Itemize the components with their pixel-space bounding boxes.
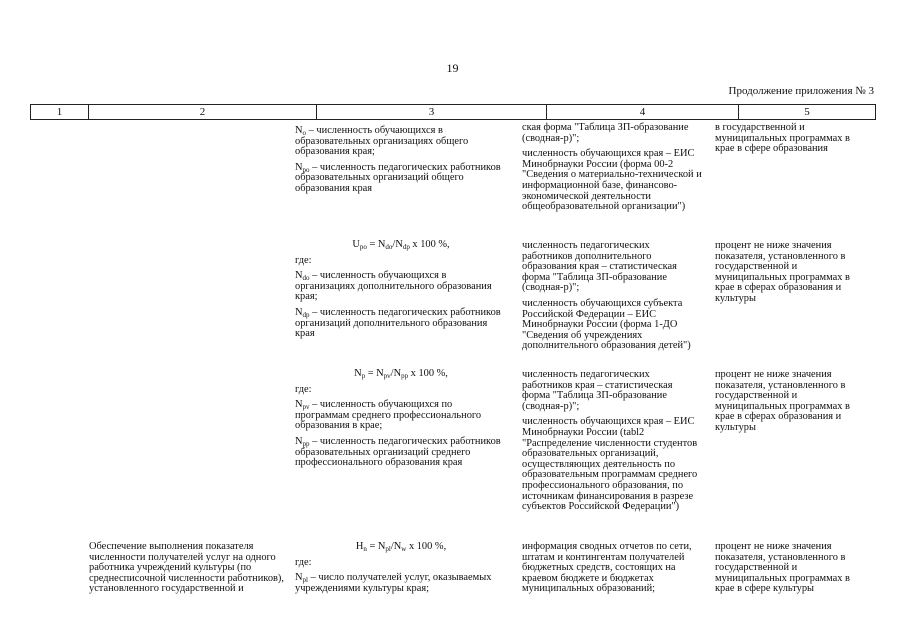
row4-col5: процент не ниже значения показателя, установленного в государственной и муниципальных программах в крае в сфере культуры bbox=[715, 541, 850, 595]
formula: $H_n = N_{pl}/N_w$ х 100 %, bbox=[355, 541, 447, 553]
row1-col4 bbox=[522, 123, 702, 218]
data-source: информация сводных отчетов по сети, штатам и контингентам получателей бюджетных средств, состоящих на краевом бюджете и бюджетах муниципальных образований; bbox=[522, 541, 692, 595]
row3-col4 bbox=[522, 370, 702, 518]
data-source: численность обучающихся края – ЕИС Минобрнауки России (форма 00-2 "Сведения о материально-технической и информационной базе, финансово-экономической деятельности общеобразовательной организации") bbox=[522, 148, 702, 213]
variable-definition: $N_{po}$ – численность педагогических работников образовательных организаций общего образования края bbox=[295, 161, 501, 194]
where-label: где: bbox=[295, 556, 312, 568]
row2-col4 bbox=[522, 241, 702, 357]
header-col-3: 3 bbox=[316, 105, 546, 119]
header-col-5: 5 bbox=[738, 105, 876, 119]
header-col-1: 1 bbox=[30, 105, 88, 119]
variable-definition: $N_{dp}$ – численность педагогических работников организаций дополнительного образования края bbox=[295, 306, 501, 340]
header-col-2: 2 bbox=[88, 105, 316, 119]
data-source: численность обучающихся субъекта Российской Федерации – ЕИС Минобрнауки России (форма 1-ДО "Сведения об учреждениях дополнительного образования детей") bbox=[522, 297, 691, 352]
table-header-row bbox=[30, 104, 876, 120]
row4-col3 bbox=[295, 542, 507, 599]
variable-definition: $N_{pl}$ – число получателей услуг, оказываемых учреждениями культуры края; bbox=[295, 572, 492, 594]
header-col-4: 4 bbox=[546, 105, 738, 119]
formula: $N_p = N_{pv}/N_{pp}$ х 100 %, bbox=[354, 368, 448, 380]
row1-col5: в государственной и муниципальных программах в крае в сфере образования bbox=[715, 122, 850, 155]
variable-definition: $N_{pp}$ – численность педагогических работников образовательных организаций среднего профессионального образования края bbox=[295, 435, 501, 469]
data-source: численность педагогических работников дополнительного образования края – статистическая форма "Таблица ЗП-образование (сводная-р)"; bbox=[522, 240, 677, 294]
variable-definition: $N_{pv}$ – численность обучающихся по программам среднего профессионального образования в крае; bbox=[295, 399, 482, 432]
row2-col5: процент не ниже значения показателя, установленного в государственной и муниципальных программах в крае в сферах образования и культуры bbox=[715, 240, 850, 304]
data-source: численность педагогических работников края – статистическая форма "Таблица ЗП-образование (сводная-р)"; bbox=[522, 369, 673, 412]
variable-definition: $N_o$ – численность обучающихся в образовательных организациях общего образования края; bbox=[295, 125, 469, 158]
where-label: где: bbox=[295, 254, 312, 266]
page-number: 19 bbox=[446, 61, 459, 75]
row1-col3 bbox=[295, 126, 507, 200]
formula: $U_{po} = N_{do}/N_{dp}$ х 100 %, bbox=[352, 239, 450, 251]
continuation-label: Продолжение приложения № 3 bbox=[728, 85, 874, 97]
row3-col3 bbox=[295, 369, 507, 474]
row4-col4 bbox=[522, 542, 702, 600]
row3-col5: процент не ниже значения показателя, установленного в государственной и муниципальных программах в крае в сферах образования и культуры bbox=[715, 369, 850, 433]
row4-col2: Обеспечение выполнения показателя численности получателей услуг на одного работника учреждений культуры (по среднесписочной численности работников), установленного государственной и bbox=[89, 541, 284, 595]
row2-col3 bbox=[295, 240, 507, 345]
data-source: численность обучающихся края – ЕИС Минобрнауки России (tabl2 "Распределение численности студентов образовательных организаций, осуществляющих деятельность по образовательным программам среднего профессионального образования, по источникам финансирования в разрезе субъектов Российской Федерации") bbox=[522, 416, 698, 513]
where-label: где: bbox=[295, 383, 312, 395]
variable-definition: $N_{do}$ – численность обучающихся в организациях дополнительного образования края; bbox=[295, 270, 492, 303]
data-source: ская форма "Таблица ЗП-образование (сводная-р)"; bbox=[522, 122, 689, 144]
